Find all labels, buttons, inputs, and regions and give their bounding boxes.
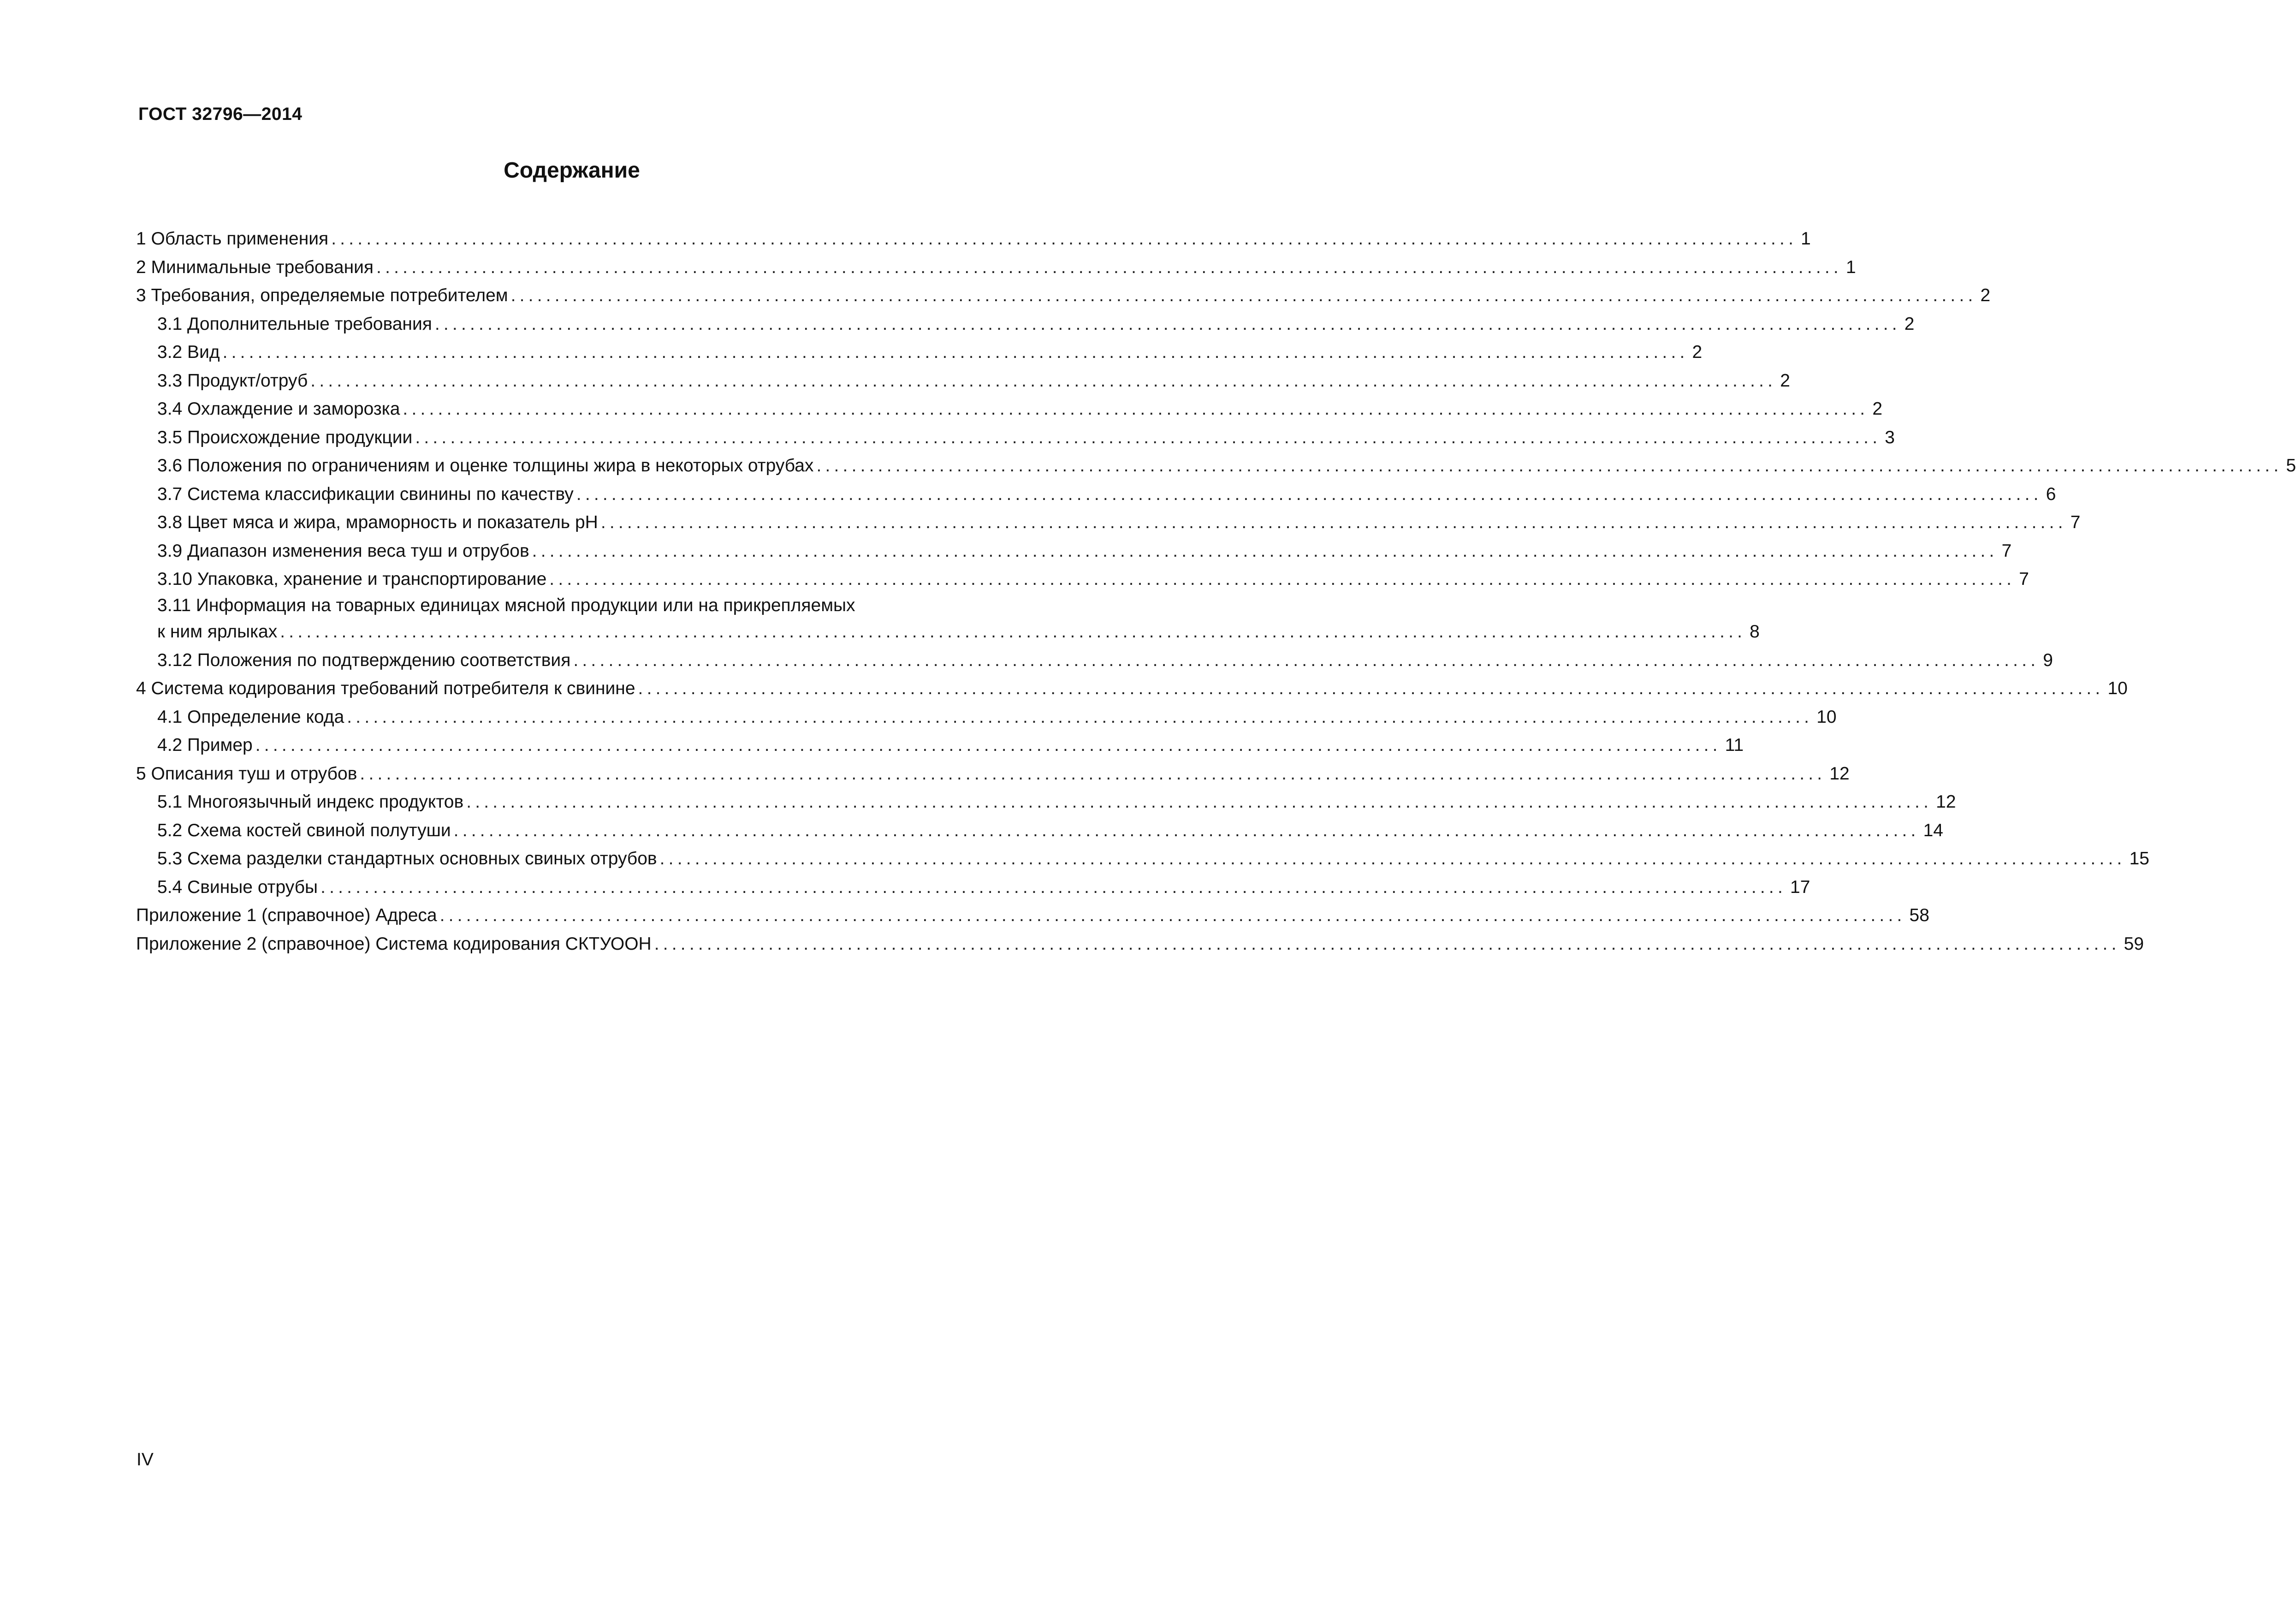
toc-entry-page: 2 — [1872, 399, 1883, 419]
toc-entry-page: 7 — [2001, 541, 2012, 561]
toc-entry-label: 1 Область применения — [136, 229, 329, 249]
dot-leader: ....................................................................................................................................................................... — [510, 286, 1977, 305]
toc-entry-page: 11 — [1725, 735, 1744, 755]
toc-entry-page: 7 — [2019, 569, 2029, 589]
dot-leader: ....................................................................................................................................................................... — [532, 541, 1998, 561]
dot-leader: ....................................................................................................................................................................... — [659, 849, 2126, 868]
toc-entry[interactable] — [136, 480, 2056, 509]
dot-leader: ....................................................................................................................................................................... — [549, 569, 2016, 589]
toc-entry[interactable] — [136, 594, 1760, 646]
toc-entry-label: Приложение 2 (справочное) Система кодирования СКТУООН — [136, 934, 652, 954]
toc-entry-label: 3.2 Вид — [157, 342, 220, 362]
toc-entry[interactable] — [136, 901, 1929, 930]
page-number: IV — [136, 1450, 154, 1469]
dot-leader: ....................................................................................................................................................................... — [576, 484, 2042, 504]
dot-leader: ....................................................................................................................................................................... — [347, 707, 1813, 727]
dot-leader: ....................................................................................................................................................................... — [638, 678, 2104, 698]
toc-entry-page: 15 — [2129, 849, 2149, 868]
dot-leader: ....................................................................................................................................................................... — [466, 792, 1933, 812]
dot-leader: ....................................................................................................................................................................... — [320, 877, 1786, 897]
toc-entry[interactable] — [136, 930, 2144, 958]
toc-entry-label: 5.2 Схема костей свиной полутуши — [157, 820, 451, 840]
toc-entry[interactable] — [136, 816, 1943, 845]
toc-entry-label: 3.9 Диапазон изменения веса туш и отрубов — [157, 541, 529, 561]
dot-leader: ....................................................................................................................................................................... — [331, 229, 1798, 249]
toc-entry-label: 5.4 Свиные отрубы — [157, 877, 318, 897]
toc-entry-page: 17 — [1790, 877, 1810, 897]
dot-leader: ....................................................................................................................................................................... — [816, 456, 2283, 476]
toc-entry[interactable] — [136, 452, 2296, 480]
dot-leader: ....................................................................................................................................................................... — [376, 257, 1842, 277]
toc-entry-label: 3.1 Дополнительные требования — [157, 314, 432, 334]
toc-entry-page: 5 — [2286, 456, 2296, 476]
dot-leader: ....................................................................................................................................................................... — [360, 763, 1826, 784]
dot-leader: ....................................................................................................................................................................... — [654, 934, 2120, 954]
toc-entry-page: 12 — [1936, 792, 1956, 812]
toc-entry-label: 3.5 Происхождение продукции — [157, 427, 413, 447]
toc-entry[interactable] — [136, 845, 2149, 873]
dot-leader: ....................................................................................................................................................................... — [403, 399, 1869, 419]
dot-leader: ....................................................................................................................................................................... — [280, 621, 1746, 642]
table-of-contents — [136, 225, 2296, 958]
toc-entry[interactable] — [136, 225, 1811, 253]
dot-leader: ....................................................................................................................................................................... — [415, 427, 1881, 447]
toc-entry[interactable] — [136, 508, 2081, 537]
toc-entry[interactable] — [136, 760, 1850, 788]
toc-entry-page: 14 — [1923, 820, 1943, 840]
toc-entry[interactable] — [136, 367, 1790, 395]
toc-entry-label: 4.1 Определение кода — [157, 707, 344, 727]
toc-entry-page: 58 — [1909, 905, 1929, 925]
toc-entry-page: 6 — [2046, 484, 2056, 504]
toc-entry-label: 3.7 Система классификации свинины по качеству — [157, 484, 574, 504]
dot-leader: ....................................................................................................................................................................... — [573, 650, 2040, 670]
toc-entry[interactable] — [136, 310, 1915, 339]
toc-entry[interactable] — [136, 395, 1883, 423]
toc-entry-page: 12 — [1829, 763, 1850, 784]
toc-entry-page: 2 — [1780, 370, 1790, 391]
toc-entry-page: 59 — [2124, 934, 2144, 954]
dot-leader: ....................................................................................................................................................................... — [310, 370, 1777, 391]
toc-entry[interactable] — [136, 788, 1956, 816]
document-code: ГОСТ 32796—2014 — [138, 104, 303, 124]
toc-entry-label: 3.8 Цвет мяса и жира, мраморность и показатель pH — [157, 512, 598, 532]
dot-leader: ....................................................................................................................................................................... — [255, 735, 1721, 755]
toc-entry-label-continued: к ним ярлыках — [157, 621, 278, 642]
toc-entry-page: 10 — [2107, 678, 2128, 698]
toc-entry[interactable] — [136, 674, 2128, 703]
toc-entry-page: 1 — [1845, 257, 1856, 277]
toc-entry-page: 2 — [1692, 342, 1703, 362]
toc-entry[interactable] — [136, 565, 2029, 594]
toc-entry[interactable] — [136, 423, 1895, 452]
dot-leader: ....................................................................................................................................................................... — [222, 342, 1689, 362]
toc-entry[interactable] — [136, 338, 1703, 367]
toc-entry-label: 3.12 Положения по подтверждению соответствия — [157, 650, 571, 670]
toc-entry-page: 3 — [1885, 427, 1895, 447]
toc-entry-label: 4.2 Пример — [157, 735, 253, 755]
toc-entry-page: 7 — [2070, 512, 2081, 532]
toc-entry-label: 3.11 Информация на товарных единицах мясной продукции или на прикрепляемых — [157, 595, 855, 615]
dot-leader: ....................................................................................................................................................................... — [439, 905, 1906, 925]
toc-entry[interactable] — [136, 281, 1991, 310]
toc-entry-page: 10 — [1816, 707, 1837, 727]
toc-entry-label: 3.4 Охлаждение и заморозка — [157, 399, 400, 419]
dot-leader: ....................................................................................................................................................................... — [600, 512, 2067, 532]
toc-entry-label: 3.3 Продукт/отруб — [157, 370, 308, 391]
toc-entry[interactable] — [136, 703, 1837, 732]
toc-entry-page: 9 — [2043, 650, 2053, 670]
toc-entry[interactable] — [136, 253, 1856, 282]
dot-leader: ....................................................................................................................................................................... — [453, 820, 1920, 840]
toc-entry-label: Приложение 1 (справочное) Адреса — [136, 905, 437, 925]
toc-entry-label: 5.1 Многоязычный индекс продуктов — [157, 792, 464, 812]
toc-entry-page: 1 — [1801, 229, 1811, 249]
toc-entry-label: 3.10 Упаковка, хранение и транспортирование — [157, 569, 547, 589]
toc-entry[interactable] — [136, 537, 2012, 565]
toc-title: Содержание — [504, 158, 640, 183]
toc-entry[interactable] — [136, 731, 1744, 760]
toc-entry-page: 8 — [1750, 621, 1760, 642]
dot-leader: ....................................................................................................................................................................... — [434, 314, 1901, 334]
toc-entry[interactable] — [136, 646, 2053, 675]
toc-entry-label: 3 Требования, определяемые потребителем — [136, 286, 508, 305]
toc-entry-label: 4 Система кодирования требований потребителя к свинине — [136, 678, 635, 698]
toc-entry-label: 3.6 Положения по ограничениям и оценке толщины жира в некоторых отрубах — [157, 456, 814, 476]
toc-entry-label: 5.3 Схема разделки стандартных основных свиных отрубов — [157, 849, 657, 868]
toc-entry-page: 2 — [1980, 286, 1991, 305]
toc-entry-label: 2 Минимальные требования — [136, 257, 374, 277]
toc-entry-page: 2 — [1904, 314, 1915, 334]
toc-entry-label: 5 Описания туш и отрубов — [136, 763, 357, 784]
toc-entry[interactable] — [136, 873, 1810, 902]
